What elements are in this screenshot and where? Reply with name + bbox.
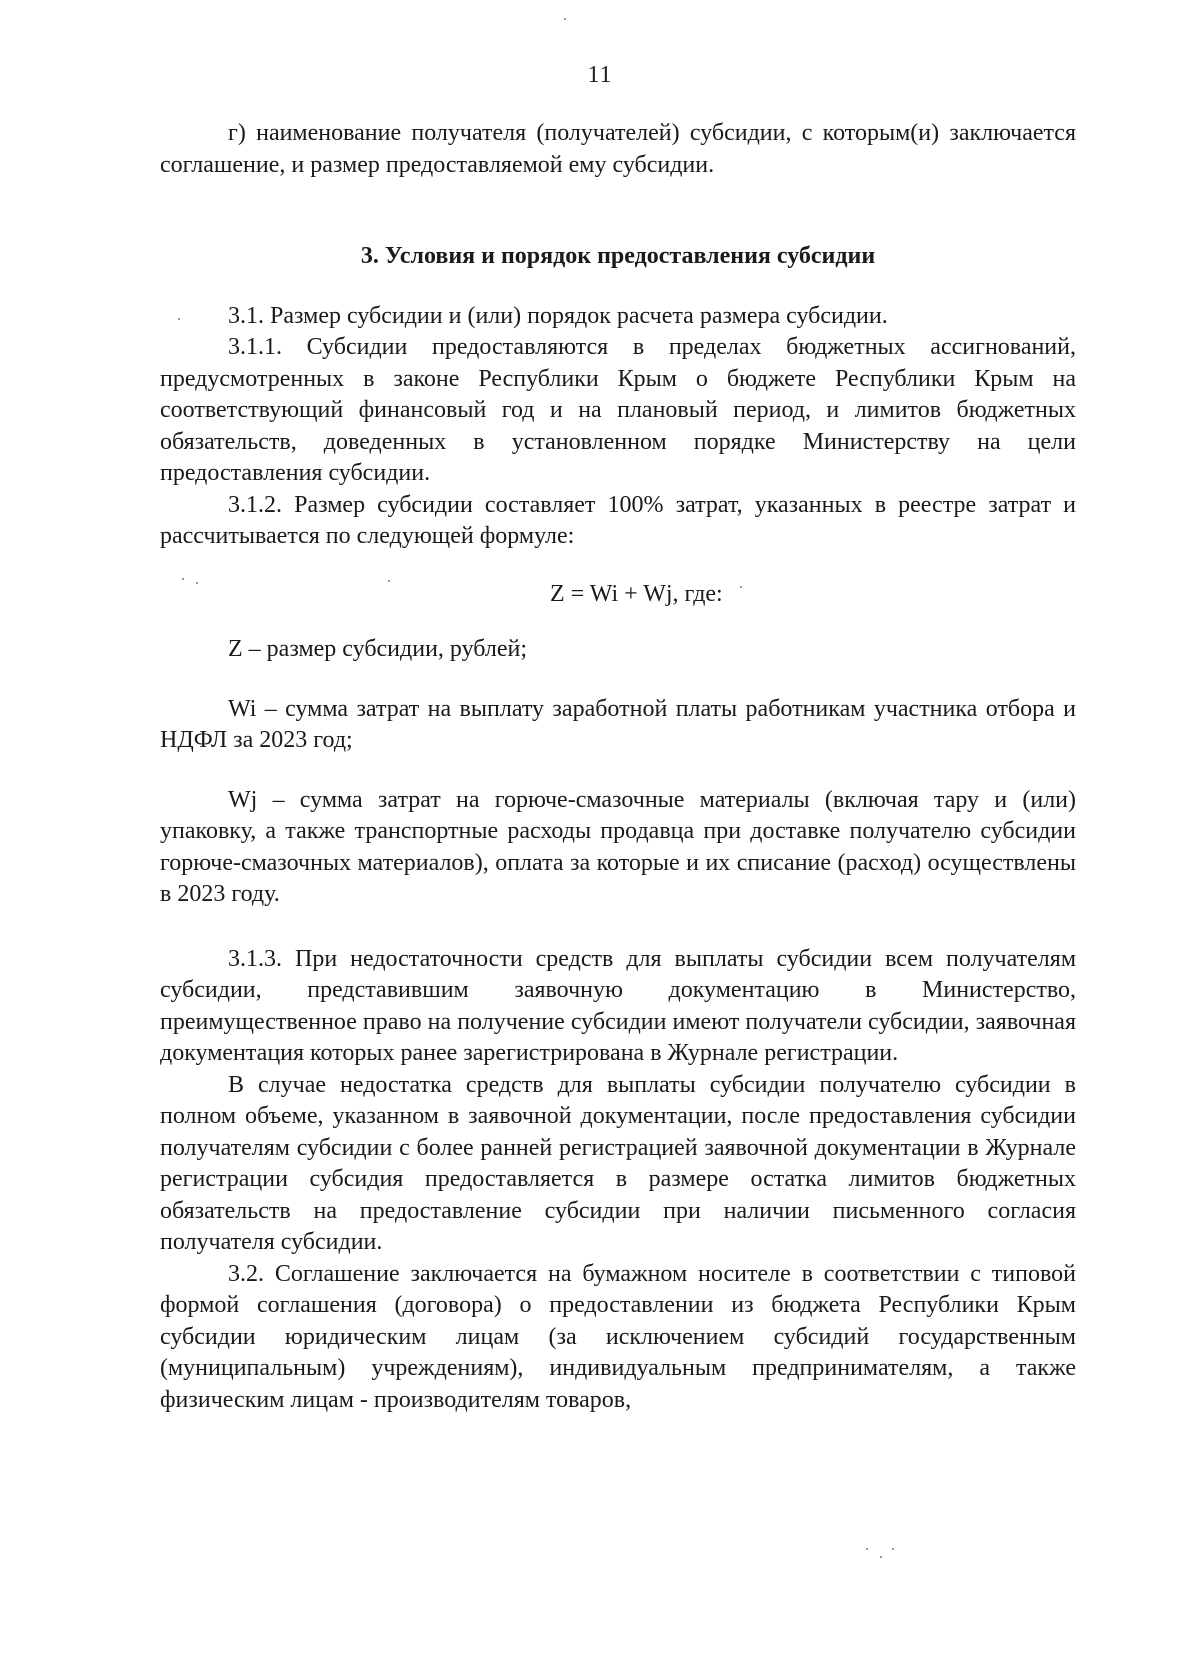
definition-wj: Wj – сумма затрат на горюче-смазочные материалы (включая тару и (или) упаковку, а также транспортные расходы продавца при доставке получателю субсидии горюче-смазочных материалов), оплата за которые и их списание (расход) осуществлены в 2023 году. (160, 786, 1076, 907)
paragraph-3-2: 3.2. Соглашение заключается на бумажном носителе в соответствии с типовой формой соглашения (договора) о предоставлении из бюджета Республики Крым субсидии юридическим лицам (за исключением субсидий государственным (муниципальным) учреждениям), индивидуальным предпринимателям, а также физическим лицам - производителям товаров, (160, 1260, 1076, 1413)
spacer (160, 666, 1076, 694)
paragraph-shortage: В случае недостатка средств для выплаты субсидии получателю субсидии в полном объеме, указанном в заявочной документации, после предоставления субсидии получателям субсидии с более ранней регистрацией заявочной документации в Журнале регистрации субсидия предоставляется в размере остатка лимитов бюджетных обязательств на предоставление субсидии при наличии письменного согласия получателя субсидии. (160, 1071, 1076, 1255)
paragraph-3-1: 3.1. Размер субсидии и (или) порядок расчета размера субсидии. (228, 302, 888, 329)
section-heading: 3. Условия и порядок предоставления субсидии (360, 243, 876, 269)
scan-speck (866, 1548, 868, 1550)
scan-speck (196, 582, 198, 584)
spacer (160, 757, 1076, 785)
paragraph-3-1-2: 3.1.2. Размер субсидии составляет 100% затрат, указанных в реестре затрат и рассчитывается по следующей формуле: (160, 491, 1076, 549)
document-body (160, 118, 1076, 1416)
scan-speck (178, 318, 180, 320)
scan-speck (880, 1556, 882, 1558)
definition-z: Z – размер субсидии, рублей; (228, 636, 528, 662)
definition-wi: Wi – сумма затрат на выплату заработной платы работникам участника отбора и НДФЛ за 2023 год; (160, 695, 1076, 753)
paragraph-g: г) наименование получателя (получателей) субсидии, с которым(и) заключается соглашение, и размер предоставляемой ему субсидии. (160, 120, 1076, 178)
subsidy-formula: Z = Wi + Wj, где: (550, 580, 723, 607)
spacer (160, 911, 1076, 944)
scan-speck (388, 580, 390, 582)
paragraph-3-1-3: 3.1.3. При недостаточности средств для выплаты субсидии всем получателям субсидии, представившим заявочную документацию в Министерство, преимущественное право на получение субсидии имеют получатели субсидии, заявочная документация которых ранее зарегистрирована в Журнале регистрации. (160, 945, 1076, 1066)
paragraph-3-1-1: 3.1.1. Субсидии предоставляются в пределах бюджетных ассигнований, предусмотренных в законе Республики Крым о бюджете Республики Крым на соответствующий финансовый год и на плановый период, и лимитов бюджетных обязательств, доведенных в установленном порядке Министерству на цели предоставления субсидии. (160, 334, 1076, 486)
scan-speck (740, 586, 742, 588)
scan-speck (892, 1548, 894, 1550)
scan-speck (182, 578, 184, 580)
scan-speck (564, 18, 566, 20)
page-number: 11 (587, 62, 613, 88)
